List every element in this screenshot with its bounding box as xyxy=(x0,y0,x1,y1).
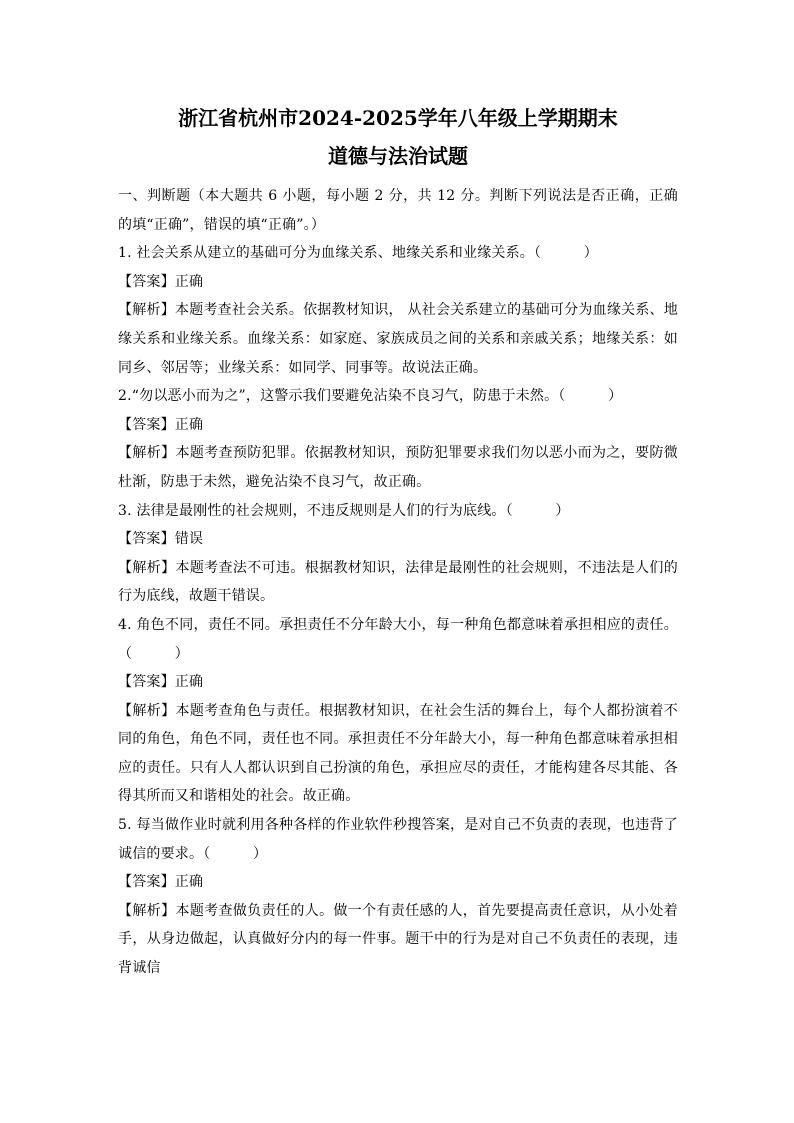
document-subtitle: 道德与法治试题 xyxy=(328,144,468,168)
answer-label: 【答案】正确 xyxy=(118,874,204,891)
answer-label: 【答案】正确 xyxy=(118,674,204,691)
question-3 xyxy=(118,497,678,611)
explanation-text: 【解析】本题考查预防犯罪。依据教材知识，预防犯罪要求我们勿以恶小而为之，要防微杜渐，防患于未然，避免沾染不良习气，故正确。 xyxy=(118,445,678,490)
question-stem: 4. 角色不同，责任不同。承担责任不分年龄大小，每一种角色都意味着承担相应的责任。（ ） xyxy=(118,616,678,662)
question-5 xyxy=(118,811,678,983)
question-4 xyxy=(118,611,678,811)
answer-label: 【答案】正确 xyxy=(118,273,204,290)
question-stem: 3. 法律是最刚性的社会规则，不违反规则是人们的行为底线。（ ） xyxy=(118,502,570,519)
document-title: 浙江省杭州市2024-2025学年八年级上学期期末 xyxy=(178,106,618,130)
question-stem: 5. 每当做作业时就利用各种各样的作业软件秒搜答案，是对自己不负责的表现，也违背了诚信的要求。（ ） xyxy=(118,817,678,862)
answer-label: 【答案】错误 xyxy=(118,531,204,548)
explanation-text: 【解析】本题考查法不可违。根据教材知识，法律是最刚性的社会规则，不违法是人们的行为底线，故题干错误。 xyxy=(118,559,678,605)
answer-label: 【答案】正确 xyxy=(118,416,204,433)
question-1 xyxy=(118,239,678,382)
question-stem: 2.“勿以恶小而为之”，这警示我们要避免沾染不良习气，防患于未然。（ ） xyxy=(118,388,623,405)
document-page xyxy=(118,100,678,983)
section-intro: 一、判断题（本大题共 6 小题，每小题 2 分，共 12 分。判断下列说法是否正确，正确的填“正确”，错误的填“正确”。） xyxy=(118,188,678,233)
explanation-text: 【解析】本题考查做负责任的人。做一个有责任感的人，首先要提高责任意识，从小处着手，从身边做起，认真做好分内的每一件事。题干中的行为是对自己不负责任的表现，违背诚信 xyxy=(118,902,678,977)
question-2 xyxy=(118,382,678,496)
question-stem: 1. 社会关系从建立的基础可分为血缘关系、地缘关系和业缘关系。（ ） xyxy=(118,245,599,262)
explanation-text: 【解析】本题考查角色与责任。根据教材知识，在社会生活的舞台上，每个人都扮演着不同的角色，角色不同，责任也不同。承担责任不分年龄大小，每一种角色都意味着承担相应的责任。只有人人都认识到自己扮演的角色，承担应尽的责任，才能构建各尽其能、各得其所而又和谐相处的社会。故正确。 xyxy=(118,702,678,805)
explanation-text: 【解析】本题考查社会关系。依据教材知识， 从社会关系建立的基础可分为血缘关系、地缘关系和业缘关系。血缘关系：如家庭、家族成员之间的关系和亲戚关系；地缘关系：如同乡、邻居等；业缘关系：如同学、同事等。故说法正确。 xyxy=(118,302,678,376)
